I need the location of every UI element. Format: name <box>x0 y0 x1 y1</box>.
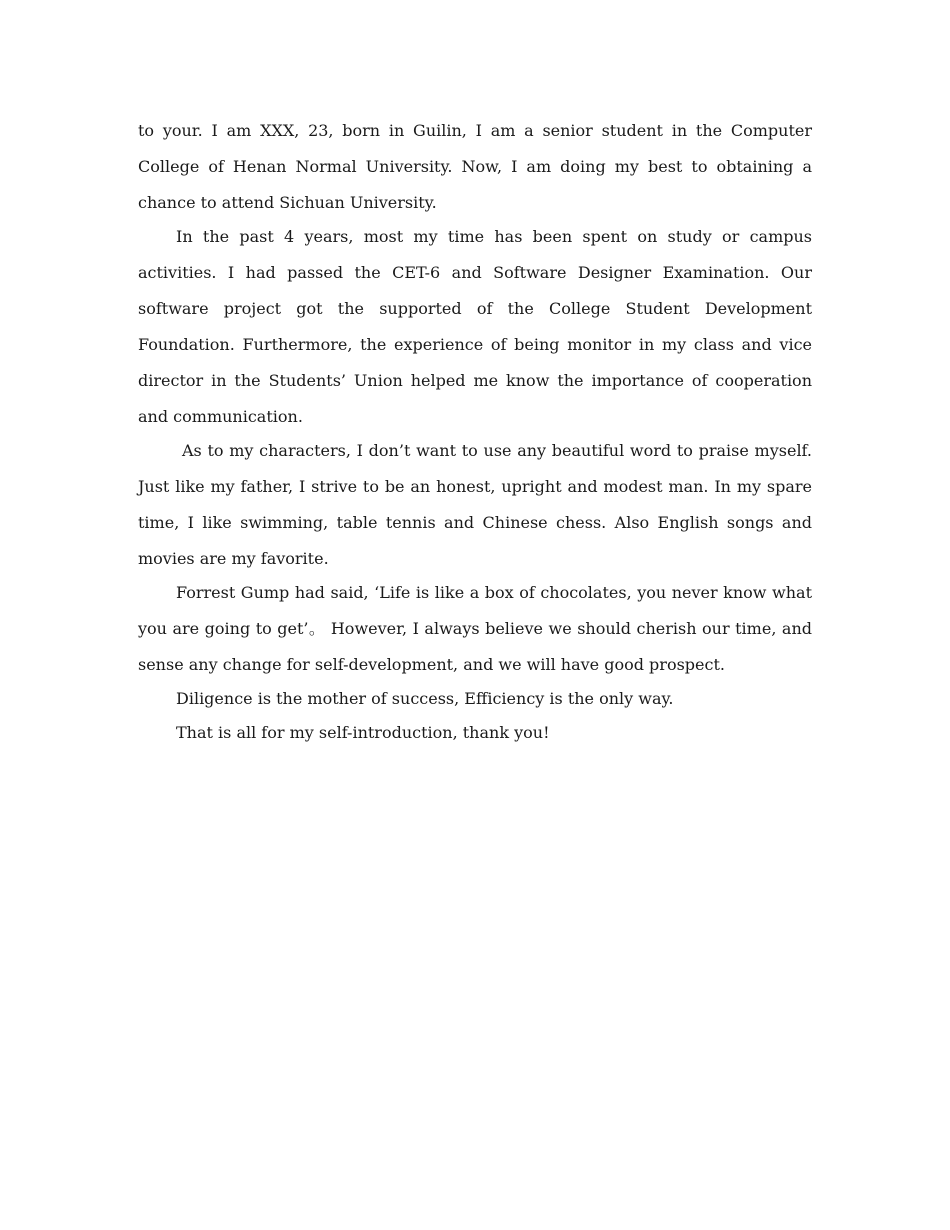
document-body <box>138 113 812 749</box>
paragraph-intro: to your. I am XXX, 23, born in Guilin, I am a senior student in the Computer College of Henan Normal University. Now, I am doing my best to obtaining a chance to attend Sichuan University. <box>138 121 812 212</box>
paragraph-motto: Diligence is the mother of success, Efficiency is the only way. <box>176 689 674 708</box>
paragraph-closing: That is all for my self-introduction, thank you! <box>176 723 550 742</box>
paragraph-characters: As to my characters, I don’t want to use any beautiful word to praise myself. Just like my father, I strive to be an honest, upright and modest man. In my spare time, I like swimming, table tennis and Chinese chess. Also English songs and movies are my favorite. <box>138 441 812 568</box>
paragraph-quote: Forrest Gump had said, ‘Life is like a box of chocolates, you never know what you are going to get’。 However, I always believe we should cherish our time, and sense any change for self-development, and we will have good prospect. <box>138 583 812 674</box>
paragraph-experience: In the past 4 years, most my time has been spent on study or campus activities. I had passed the CET-6 and Software Designer Examination. Our software project got the supported of the College Student Development Foundation. Furthermore, the experience of being monitor in my class and vice director in the Students’ Union helped me know the importance of cooperation and communication. <box>138 227 812 426</box>
